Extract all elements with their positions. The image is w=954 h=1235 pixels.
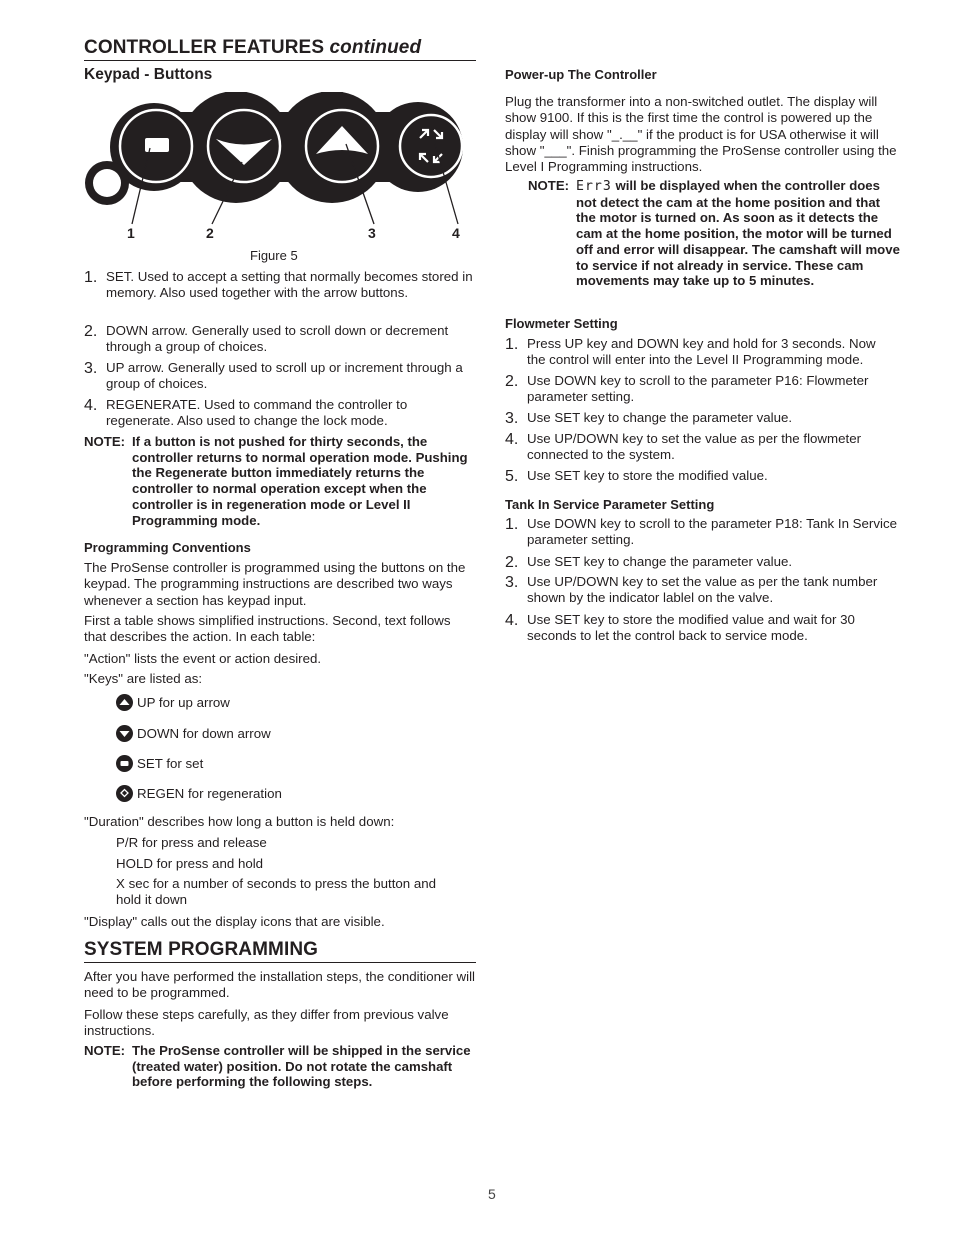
duration-item: HOLD for press and hold	[116, 856, 264, 871]
display-line: "Display" calls out the display icons that are visible.	[84, 914, 385, 929]
note-label: NOTE:	[84, 434, 126, 449]
conventions-paragraph-1: The ProSense controller is programmed using the buttons on the keypad. The programming instructions are described two ways whenever a section has keypad input.	[84, 560, 466, 608]
conventions-paragraph-2: First a table shows simplified instructions. Second, text follows that describes the action. In each table:	[84, 613, 451, 645]
note-label: NOTE:	[84, 1043, 126, 1058]
note-text: If a button is not pushed for thirty seconds, the controller returns to normal operation mode. Pushing the Regenerate button immediately returns the controller to normal operation except when the controller is in regeneration mode or Level II Programming mode.	[132, 434, 468, 528]
keypad-heading: Keypad - Buttons	[84, 66, 213, 83]
list-item: 4. Use UP/DOWN key to set the value as per the flowmeter connected to the system.	[505, 431, 862, 463]
set-icon	[116, 755, 133, 772]
callout-4: 4	[452, 225, 460, 241]
callout-3: 3	[368, 225, 376, 241]
note-label: NOTE:	[528, 178, 570, 193]
list-item: 5. Use SET key to store the modified value.	[505, 468, 768, 485]
list-item: 1. Use DOWN key to scroll to the parameter P18: Tank In Service parameter setting.	[505, 516, 897, 548]
note-text: The ProSense controller will be shipped in the service (treated water) position. Do not rotate the camshaft before performing the following steps.	[132, 1043, 471, 1090]
key-regen: REGEN for regeneration	[116, 785, 282, 802]
list-item: 3. UP arrow. Generally used to scroll up or increment through a group of choices.	[84, 360, 463, 392]
keys-line: "Keys" are listed as:	[84, 671, 203, 686]
list-item: 1. SET. Used to accept a setting that normally becomes stored in memory. Also used together with the arrow buttons.	[84, 269, 473, 301]
error-code: Err3	[576, 179, 612, 194]
up-arrow-icon	[116, 694, 133, 711]
page-number: 5	[488, 1186, 496, 1202]
system-paragraph-1: After you have performed the installation steps, the conditioner will need to be programmed.	[84, 969, 475, 1001]
list-item: 2. Use SET key to change the parameter value.	[505, 554, 793, 571]
list-item: 1. Press UP key and DOWN key and hold for 3 seconds. Now the control will enter into the Level II Programming mode.	[505, 336, 876, 368]
duration-item: P/R for press and release	[116, 835, 267, 850]
list-item: 2. DOWN arrow. Generally used to scroll down or decrement through a group of choices.	[84, 323, 449, 355]
set-button	[120, 110, 192, 182]
regen-icon	[116, 785, 133, 802]
list-item: 3. Use SET key to change the parameter value.	[505, 410, 793, 427]
action-line: "Action" lists the event or action desired.	[84, 651, 322, 666]
powerup-heading: Power-up The Controller	[505, 67, 657, 82]
up-button	[306, 110, 378, 182]
note-text: Err3 will be displayed when the controller does not detect the cam at the home position and that the motor is turned on. As soon as it detects the cam at the home position, the motor will be turned off and error will disappear. The camshaft will move to service if not already in service. These cam movements may take up to 5 minutes.	[576, 178, 900, 289]
duration-line: "Duration" describes how long a button is held down:	[84, 814, 395, 829]
section-heading-system-programming: SYSTEM PROGRAMMING	[84, 939, 476, 963]
keypad-figure	[84, 92, 474, 242]
section-heading-controller-features	[84, 37, 476, 61]
figure-caption: Figure 5	[250, 248, 298, 263]
system-paragraph-2: Follow these steps carefully, as they differ from previous valve instructions.	[84, 1007, 449, 1039]
conventions-heading: Programming Conventions	[84, 540, 251, 555]
callout-2: 2	[206, 225, 214, 241]
note-button-timeout	[84, 434, 476, 528]
heading-italic: continued	[329, 37, 422, 58]
powerup-paragraph: Plug the transformer into a non-switched outlet. The display will show 9100. If this is the first time the control is powered up the display will show "_.__" if the product is for USA otherwise it will show "___". Finish programming the ProSense controller using the Level I Programming instructions.	[505, 94, 897, 175]
list-item: 3. Use UP/DOWN key to set the value as per the tank number shown by the indicator lablel on the valve.	[505, 574, 878, 606]
duration-item: X sec for a number of seconds to press the button and hold it down	[116, 876, 437, 908]
down-button	[208, 110, 280, 182]
regen-button	[400, 115, 462, 177]
flowmeter-heading: Flowmeter Setting	[505, 316, 618, 331]
callout-1: 1	[127, 225, 135, 241]
list-item: 4. REGENERATE. Used to command the controller to regenerate. Also used to change the lock mode.	[84, 397, 408, 429]
key-up: UP for up arrow	[116, 694, 230, 711]
heading-main: CONTROLLER FEATURES	[84, 37, 325, 58]
tank-heading: Tank In Service Parameter Setting	[505, 497, 715, 512]
note-err3	[528, 178, 900, 289]
list-item: 4. Use SET key to store the modified value and wait for 30 seconds to let the control back to service mode.	[505, 612, 855, 644]
note-shipping-position	[84, 1043, 476, 1090]
key-down: DOWN for down arrow	[116, 725, 271, 742]
list-item: 2. Use DOWN key to scroll to the parameter P16: Flowmeter parameter setting.	[505, 373, 869, 405]
key-set: SET for set	[116, 755, 203, 772]
down-arrow-icon	[116, 725, 133, 742]
